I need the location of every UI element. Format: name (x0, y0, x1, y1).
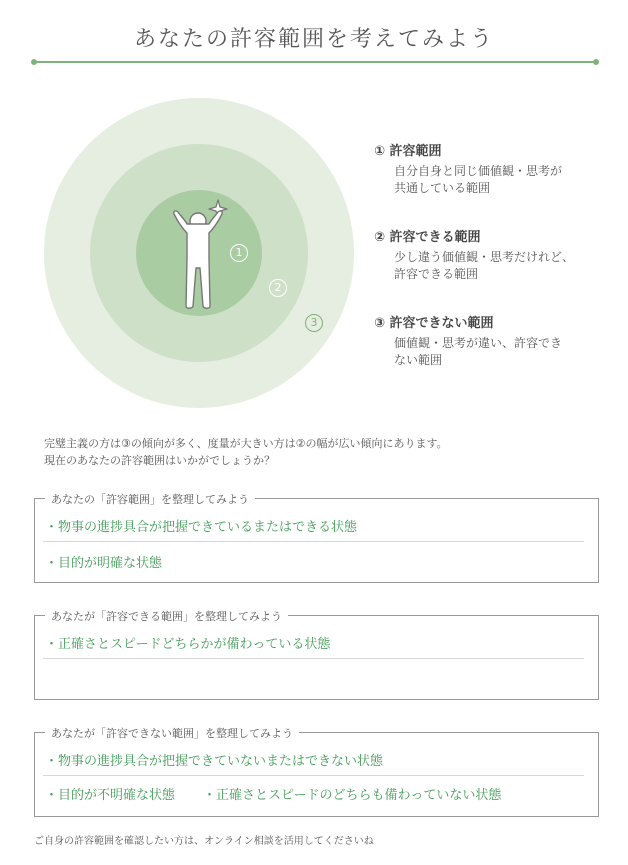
worksheet-box-unacceptable (34, 727, 599, 817)
worksheet-box-acceptable (34, 610, 599, 700)
intro-line: 完璧主義の方は③の傾向が多く、度量が大きい方は②の幅が広い傾向にあります。 (44, 437, 448, 450)
legend-description: 少し違う価値観・思考だけれど、 許容できる範囲 (394, 250, 575, 281)
zone-3-marker: 3 (305, 314, 323, 332)
title-divider (34, 61, 596, 63)
box-caption: あなたの「許容範囲」を整理してみよう (45, 491, 255, 507)
handwritten-note[interactable]: ・物事の進捗具合が把握できていないまたはできない状態 (45, 754, 384, 769)
intro-line: 現在のあなたの許容範囲はいかがでしょうか？ (44, 454, 275, 467)
intro-text (44, 435, 448, 469)
box-caption: あなたが「許容できない範囲」を整理してみよう (45, 725, 299, 741)
zone-1-marker: 1 (230, 244, 248, 262)
legend-heading: ③ 許容できない範囲 (374, 316, 494, 331)
handwritten-note[interactable]: ・目的が明確な状態 (45, 556, 163, 571)
person-arms-raised-icon (172, 198, 232, 310)
worksheet-box-tolerance (34, 493, 599, 583)
handwritten-note[interactable]: ・物事の進捗具合が把握できているまたはできる状態 (45, 520, 358, 535)
writing-line (43, 541, 584, 542)
legend-zone-3 (374, 312, 604, 369)
handwritten-note[interactable]: ・目的が不明確な状態 (45, 788, 176, 803)
writing-line (43, 775, 584, 776)
handwritten-note[interactable]: ・正確さとスピードのどちらも備わっていない状態 (203, 788, 502, 803)
tolerance-diagram (44, 98, 354, 408)
legend-description: 価値観・思考が違い、許容でき ない範囲 (394, 336, 563, 367)
legend-heading: ② 許容できる範囲 (374, 230, 481, 245)
legend-zone-2 (374, 226, 604, 283)
legend-description: 自分自身と同じ価値観・思考が 共通している範囲 (394, 164, 563, 195)
writing-line (43, 658, 584, 659)
page-title: あなたの許容範囲を考えてみよう (133, 27, 494, 52)
legend-zone-1 (374, 140, 604, 197)
legend-heading: ① 許容範囲 (374, 144, 442, 159)
handwritten-note[interactable]: ・正確さとスピードどちらかが備わっている状態 (45, 637, 331, 652)
box-caption: あなたが「許容できる範囲」を整理してみよう (45, 608, 288, 624)
footer-note: ご自身の許容範囲を確認したい方は、オンライン相談を活用してくださいね (34, 836, 374, 847)
zone-2-marker: 2 (269, 279, 287, 297)
